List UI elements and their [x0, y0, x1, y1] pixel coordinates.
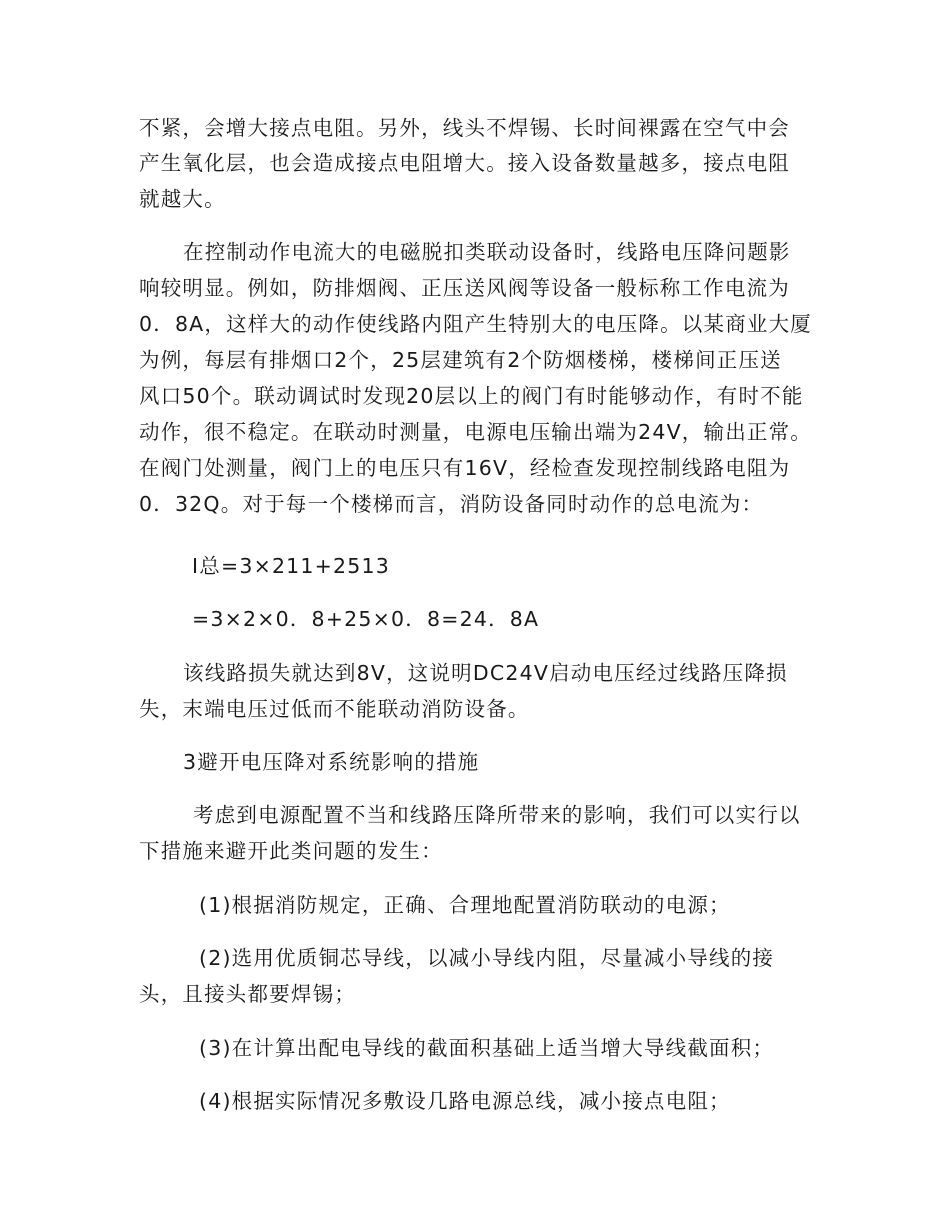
paragraph-3-line-1: 该线路损失就达到8V，这说明DC24V启动电压经过线路压降损 — [183, 661, 788, 685]
paragraph-2-line-5: 风口50个。联动调试时发现20层以上的阀门有时能够动作，有时不能 — [139, 384, 804, 408]
paragraph-2-line-8: 0．32Q。对于每一个楼梯而言，消防设备同时动作的总电流为： — [139, 492, 764, 516]
paragraph-2-line-2: 响较明显。例如，防排烟阀、正压送风阀等设备一般标称工作电流为 — [139, 276, 790, 300]
paragraph-2-line-1: 在控制动作电流大的电磁脱扣类联动设备时，线路电压降问题影 — [183, 240, 791, 264]
paragraph-2-line-3: 0．8A，这样大的动作使线路内阻产生特别大的电压降。以某商业大厦 — [139, 312, 813, 336]
section-heading: 3避开电压降对系统影响的措施 — [183, 750, 480, 774]
paragraph-1-line-1: 不紧，会增大接点电阻。另外，线头不焊锡、长时间裸露在空气中会 — [139, 116, 790, 140]
list-item-1: (1)根据消防规定，正确、合理地配置消防联动的电源； — [199, 893, 731, 917]
list-item-4: (4)根据实际情况多敷设几路电源总线，减小接点电阻； — [199, 1089, 731, 1113]
paragraph-2-line-6: 动作，很不稳定。在联动时测量，电源电压输出端为24V，输出正常。 — [139, 420, 813, 444]
paragraph-4-line-2: 下措施来避开此类问题的发生： — [139, 839, 443, 863]
paragraph-2-line-7: 在阀门处测量，阀门上的电压只有16V，经检查发现控制线路电阻为 — [139, 456, 791, 480]
list-item-3: (3)在计算出配电导线的截面积基础上适当增大导线截面积； — [199, 1036, 775, 1060]
list-item-2-line-1: (2)选用优质铜芯导线，以减小导线内阻，尽量减小导线的接 — [199, 946, 775, 970]
paragraph-2-line-4: 为例，每层有排烟口2个，25层建筑有2个防烟楼梯，楼梯间正压送 — [139, 348, 782, 372]
paragraph-3-line-2: 失，末端电压过低而不能联动消防设备。 — [139, 697, 530, 721]
formula-line-2: =3×2×0．8+25×0．8=24．8A — [192, 607, 540, 631]
paragraph-4-line-1: 考虑到电源配置不当和线路压降所带来的影响，我们可以实行以 — [193, 803, 801, 827]
formula-line-1: I总=3×211+2513 — [192, 554, 391, 578]
paragraph-1-line-3: 就越大。 — [139, 187, 226, 211]
paragraph-1-line-2: 产生氧化层，也会造成接点电阻增大。接入设备数量越多，接点电阻 — [139, 151, 790, 175]
list-item-2-line-2: 头，且接头都要焊锡； — [139, 982, 356, 1006]
